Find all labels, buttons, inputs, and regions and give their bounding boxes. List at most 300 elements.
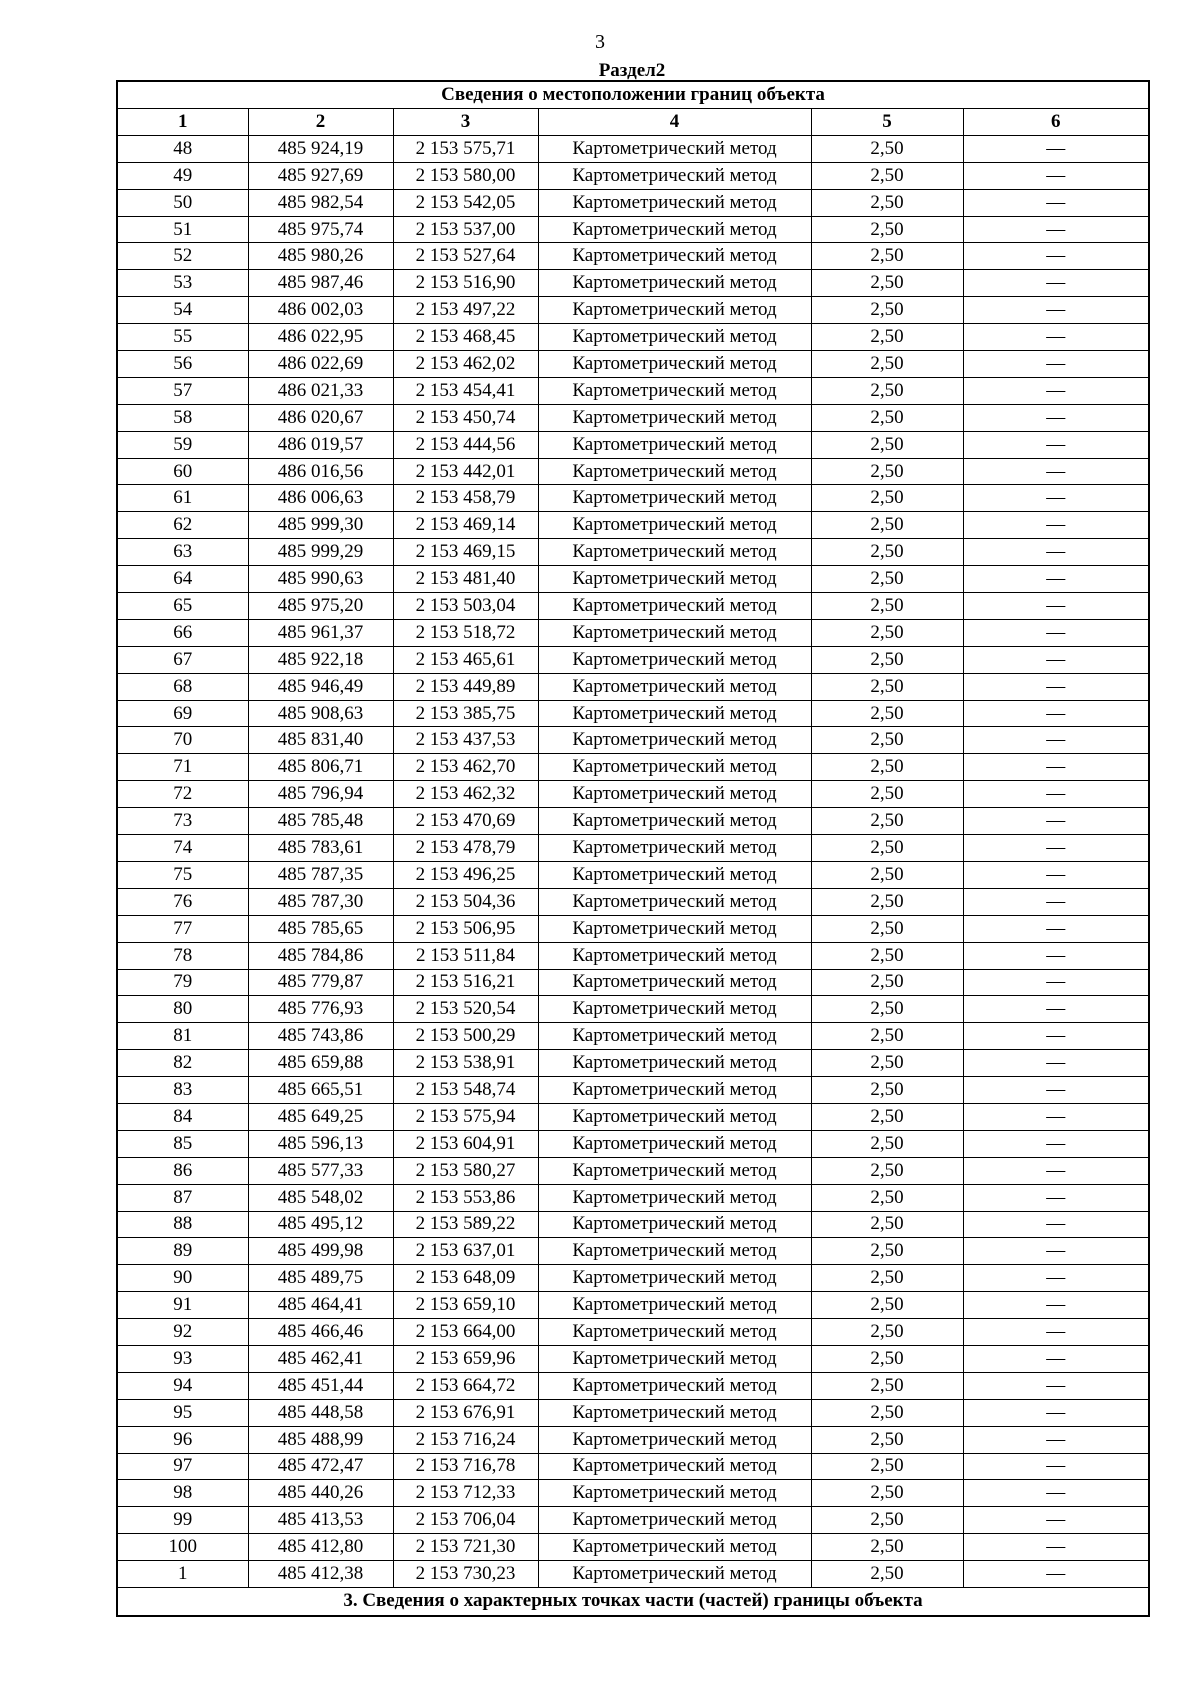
accuracy-cell: 2,50 (811, 512, 963, 539)
accuracy-cell: 2,50 (811, 1480, 963, 1507)
method-cell: Картометрический метод (538, 270, 811, 297)
accuracy-cell: 2,50 (811, 593, 963, 620)
table-row (117, 1319, 1149, 1346)
y-coordinate-cell: 2 153 712,33 (393, 1480, 538, 1507)
table-row (117, 942, 1149, 969)
point-number-cell: 48 (117, 135, 248, 162)
table-body (117, 135, 1149, 1587)
table-row (117, 1211, 1149, 1238)
accuracy-cell: 2,50 (811, 1238, 963, 1265)
x-coordinate-cell: 485 488,99 (248, 1426, 393, 1453)
table-caption: Сведения о местоположении границ объекта (117, 81, 1149, 109)
table-footer: 3. Сведения о характерных точках части (частей) границы объекта (117, 1587, 1149, 1616)
x-coordinate-cell: 486 006,63 (248, 485, 393, 512)
y-coordinate-cell: 2 153 458,79 (393, 485, 538, 512)
method-cell: Картометрический метод (538, 754, 811, 781)
y-coordinate-cell: 2 153 469,15 (393, 539, 538, 566)
x-coordinate-cell: 485 987,46 (248, 270, 393, 297)
description-cell: — (963, 861, 1149, 888)
description-cell: — (963, 1345, 1149, 1372)
method-cell: Картометрический метод (538, 1077, 811, 1104)
method-cell: Картометрический метод (538, 1561, 811, 1588)
description-cell: — (963, 1426, 1149, 1453)
x-coordinate-cell: 485 440,26 (248, 1480, 393, 1507)
table-row (117, 1238, 1149, 1265)
y-coordinate-cell: 2 153 516,21 (393, 969, 538, 996)
point-number-cell: 98 (117, 1480, 248, 1507)
column-header: 3 (393, 109, 538, 136)
y-coordinate-cell: 2 153 385,75 (393, 700, 538, 727)
description-cell: — (963, 458, 1149, 485)
method-cell: Картометрический метод (538, 996, 811, 1023)
method-cell: Картометрический метод (538, 189, 811, 216)
method-cell: Картометрический метод (538, 404, 811, 431)
description-cell: — (963, 377, 1149, 404)
accuracy-cell: 2,50 (811, 539, 963, 566)
x-coordinate-cell: 485 489,75 (248, 1265, 393, 1292)
method-cell: Картометрический метод (538, 1184, 811, 1211)
point-number-cell: 66 (117, 619, 248, 646)
x-coordinate-cell: 485 464,41 (248, 1292, 393, 1319)
x-coordinate-cell: 485 924,19 (248, 135, 393, 162)
x-coordinate-cell: 485 743,86 (248, 1023, 393, 1050)
point-number-cell: 95 (117, 1399, 248, 1426)
table-row (117, 1426, 1149, 1453)
accuracy-cell: 2,50 (811, 351, 963, 378)
accuracy-cell: 2,50 (811, 1319, 963, 1346)
accuracy-cell: 2,50 (811, 1103, 963, 1130)
method-cell: Картометрический метод (538, 1480, 811, 1507)
method-cell: Картометрический метод (538, 1238, 811, 1265)
y-coordinate-cell: 2 153 449,89 (393, 673, 538, 700)
table-row (117, 485, 1149, 512)
y-coordinate-cell: 2 153 721,30 (393, 1534, 538, 1561)
table-row (117, 969, 1149, 996)
y-coordinate-cell: 2 153 503,04 (393, 593, 538, 620)
y-coordinate-cell: 2 153 527,64 (393, 243, 538, 270)
point-number-cell: 1 (117, 1561, 248, 1588)
accuracy-cell: 2,50 (811, 1265, 963, 1292)
y-coordinate-cell: 2 153 676,91 (393, 1399, 538, 1426)
accuracy-cell: 2,50 (811, 135, 963, 162)
x-coordinate-cell: 485 596,13 (248, 1130, 393, 1157)
table-row (117, 1130, 1149, 1157)
x-coordinate-cell: 485 990,63 (248, 566, 393, 593)
description-cell: — (963, 1023, 1149, 1050)
description-cell: — (963, 646, 1149, 673)
description-cell: — (963, 835, 1149, 862)
y-coordinate-cell: 2 153 470,69 (393, 808, 538, 835)
x-coordinate-cell: 485 787,30 (248, 888, 393, 915)
point-number-cell: 100 (117, 1534, 248, 1561)
table-row (117, 1103, 1149, 1130)
y-coordinate-cell: 2 153 468,45 (393, 324, 538, 351)
table-row (117, 1023, 1149, 1050)
y-coordinate-cell: 2 153 462,32 (393, 781, 538, 808)
table-row (117, 888, 1149, 915)
table-row (117, 404, 1149, 431)
x-coordinate-cell: 486 022,95 (248, 324, 393, 351)
x-coordinate-cell: 485 982,54 (248, 189, 393, 216)
description-cell: — (963, 189, 1149, 216)
y-coordinate-cell: 2 153 465,61 (393, 646, 538, 673)
y-coordinate-cell: 2 153 664,00 (393, 1319, 538, 1346)
y-coordinate-cell: 2 153 497,22 (393, 297, 538, 324)
x-coordinate-cell: 485 466,46 (248, 1319, 393, 1346)
x-coordinate-cell: 485 665,51 (248, 1077, 393, 1104)
x-coordinate-cell: 485 785,48 (248, 808, 393, 835)
y-coordinate-cell: 2 153 542,05 (393, 189, 538, 216)
description-cell: — (963, 1453, 1149, 1480)
x-coordinate-cell: 485 462,41 (248, 1345, 393, 1372)
point-number-cell: 87 (117, 1184, 248, 1211)
point-number-cell: 86 (117, 1157, 248, 1184)
x-coordinate-cell: 485 999,29 (248, 539, 393, 566)
table-row (117, 1534, 1149, 1561)
x-coordinate-cell: 485 577,33 (248, 1157, 393, 1184)
accuracy-cell: 2,50 (811, 835, 963, 862)
table-row (117, 458, 1149, 485)
column-header: 5 (811, 109, 963, 136)
method-cell: Картометрический метод (538, 1372, 811, 1399)
point-number-cell: 81 (117, 1023, 248, 1050)
table-row (117, 1453, 1149, 1480)
method-cell: Картометрический метод (538, 1211, 811, 1238)
y-coordinate-cell: 2 153 506,95 (393, 915, 538, 942)
accuracy-cell: 2,50 (811, 1399, 963, 1426)
description-cell: — (963, 1184, 1149, 1211)
x-coordinate-cell: 486 020,67 (248, 404, 393, 431)
description-cell: — (963, 243, 1149, 270)
x-coordinate-cell: 485 980,26 (248, 243, 393, 270)
table-row (117, 1345, 1149, 1372)
boundary-coordinates-table (116, 80, 1150, 1617)
accuracy-cell: 2,50 (811, 297, 963, 324)
accuracy-cell: 2,50 (811, 646, 963, 673)
description-cell: — (963, 781, 1149, 808)
accuracy-cell: 2,50 (811, 673, 963, 700)
accuracy-cell: 2,50 (811, 458, 963, 485)
table-row (117, 835, 1149, 862)
table-row (117, 512, 1149, 539)
method-cell: Картометрический метод (538, 1507, 811, 1534)
point-number-cell: 76 (117, 888, 248, 915)
point-number-cell: 65 (117, 593, 248, 620)
description-cell: — (963, 1561, 1149, 1588)
table-row (117, 1399, 1149, 1426)
method-cell: Картометрический метод (538, 324, 811, 351)
description-cell: — (963, 1292, 1149, 1319)
x-coordinate-cell: 485 787,35 (248, 861, 393, 888)
accuracy-cell: 2,50 (811, 727, 963, 754)
point-number-cell: 79 (117, 969, 248, 996)
table-row (117, 1157, 1149, 1184)
accuracy-cell: 2,50 (811, 1426, 963, 1453)
table-row (117, 593, 1149, 620)
accuracy-cell: 2,50 (811, 431, 963, 458)
point-number-cell: 60 (117, 458, 248, 485)
description-cell: — (963, 996, 1149, 1023)
accuracy-cell: 2,50 (811, 861, 963, 888)
point-number-cell: 99 (117, 1507, 248, 1534)
method-cell: Картометрический метод (538, 1050, 811, 1077)
table-row (117, 243, 1149, 270)
point-number-cell: 50 (117, 189, 248, 216)
table-row (117, 727, 1149, 754)
description-cell: — (963, 1211, 1149, 1238)
description-cell: — (963, 1103, 1149, 1130)
column-header: 6 (963, 109, 1149, 136)
x-coordinate-cell: 485 806,71 (248, 754, 393, 781)
y-coordinate-cell: 2 153 575,94 (393, 1103, 538, 1130)
y-coordinate-cell: 2 153 462,70 (393, 754, 538, 781)
table-row (117, 377, 1149, 404)
method-cell: Картометрический метод (538, 351, 811, 378)
accuracy-cell: 2,50 (811, 942, 963, 969)
x-coordinate-cell: 486 021,33 (248, 377, 393, 404)
description-cell: — (963, 1130, 1149, 1157)
y-coordinate-cell: 2 153 637,01 (393, 1238, 538, 1265)
description-cell: — (963, 808, 1149, 835)
description-cell: — (963, 1077, 1149, 1104)
point-number-cell: 77 (117, 915, 248, 942)
method-cell: Картометрический метод (538, 969, 811, 996)
method-cell: Картометрический метод (538, 1345, 811, 1372)
method-cell: Картометрический метод (538, 512, 811, 539)
x-coordinate-cell: 486 016,56 (248, 458, 393, 485)
y-coordinate-cell: 2 153 442,01 (393, 458, 538, 485)
point-number-cell: 85 (117, 1130, 248, 1157)
description-cell: — (963, 1157, 1149, 1184)
table-row (117, 1480, 1149, 1507)
accuracy-cell: 2,50 (811, 1211, 963, 1238)
y-coordinate-cell: 2 153 496,25 (393, 861, 538, 888)
point-number-cell: 67 (117, 646, 248, 673)
description-cell: — (963, 270, 1149, 297)
method-cell: Картометрический метод (538, 431, 811, 458)
point-number-cell: 89 (117, 1238, 248, 1265)
y-coordinate-cell: 2 153 504,36 (393, 888, 538, 915)
point-number-cell: 59 (117, 431, 248, 458)
y-coordinate-cell: 2 153 437,53 (393, 727, 538, 754)
point-number-cell: 58 (117, 404, 248, 431)
x-coordinate-cell: 485 999,30 (248, 512, 393, 539)
method-cell: Картометрический метод (538, 727, 811, 754)
point-number-cell: 92 (117, 1319, 248, 1346)
method-cell: Картометрический метод (538, 485, 811, 512)
y-coordinate-cell: 2 153 454,41 (393, 377, 538, 404)
description-cell: — (963, 888, 1149, 915)
x-coordinate-cell: 485 946,49 (248, 673, 393, 700)
x-coordinate-cell: 485 783,61 (248, 835, 393, 862)
method-cell: Картометрический метод (538, 942, 811, 969)
description-cell: — (963, 431, 1149, 458)
method-cell: Картометрический метод (538, 566, 811, 593)
accuracy-cell: 2,50 (811, 1292, 963, 1319)
x-coordinate-cell: 485 495,12 (248, 1211, 393, 1238)
description-cell: — (963, 1507, 1149, 1534)
point-number-cell: 90 (117, 1265, 248, 1292)
point-number-cell: 73 (117, 808, 248, 835)
x-coordinate-cell: 485 776,93 (248, 996, 393, 1023)
method-cell: Картометрический метод (538, 808, 811, 835)
table-row (117, 135, 1149, 162)
point-number-cell: 68 (117, 673, 248, 700)
description-cell: — (963, 1319, 1149, 1346)
x-coordinate-cell: 485 922,18 (248, 646, 393, 673)
y-coordinate-cell: 2 153 516,90 (393, 270, 538, 297)
table-row (117, 619, 1149, 646)
description-cell: — (963, 566, 1149, 593)
accuracy-cell: 2,50 (811, 1507, 963, 1534)
y-coordinate-cell: 2 153 730,23 (393, 1561, 538, 1588)
description-cell: — (963, 539, 1149, 566)
x-coordinate-cell: 485 472,47 (248, 1453, 393, 1480)
accuracy-cell: 2,50 (811, 915, 963, 942)
point-number-cell: 53 (117, 270, 248, 297)
point-number-cell: 78 (117, 942, 248, 969)
method-cell: Картометрический метод (538, 1319, 811, 1346)
table-row (117, 915, 1149, 942)
y-coordinate-cell: 2 153 716,24 (393, 1426, 538, 1453)
x-coordinate-cell: 485 659,88 (248, 1050, 393, 1077)
y-coordinate-cell: 2 153 580,27 (393, 1157, 538, 1184)
y-coordinate-cell: 2 153 478,79 (393, 835, 538, 862)
table-row (117, 1292, 1149, 1319)
x-coordinate-cell: 485 961,37 (248, 619, 393, 646)
description-cell: — (963, 754, 1149, 781)
table-row (117, 700, 1149, 727)
table-row (117, 1561, 1149, 1588)
table-row (117, 539, 1149, 566)
y-coordinate-cell: 2 153 648,09 (393, 1265, 538, 1292)
x-coordinate-cell: 485 499,98 (248, 1238, 393, 1265)
point-number-cell: 70 (117, 727, 248, 754)
accuracy-cell: 2,50 (811, 1372, 963, 1399)
y-coordinate-cell: 2 153 462,02 (393, 351, 538, 378)
point-number-cell: 72 (117, 781, 248, 808)
table-row (117, 861, 1149, 888)
table-row (117, 216, 1149, 243)
x-coordinate-cell: 485 412,80 (248, 1534, 393, 1561)
accuracy-cell: 2,50 (811, 1534, 963, 1561)
description-cell: — (963, 1372, 1149, 1399)
accuracy-cell: 2,50 (811, 700, 963, 727)
method-cell: Картометрический метод (538, 1103, 811, 1130)
description-cell: — (963, 1534, 1149, 1561)
table-row (117, 754, 1149, 781)
y-coordinate-cell: 2 153 548,74 (393, 1077, 538, 1104)
point-number-cell: 74 (117, 835, 248, 862)
y-coordinate-cell: 2 153 518,72 (393, 619, 538, 646)
method-cell: Картометрический метод (538, 1130, 811, 1157)
table-row (117, 324, 1149, 351)
x-coordinate-cell: 485 412,38 (248, 1561, 393, 1588)
accuracy-cell: 2,50 (811, 1453, 963, 1480)
description-cell: — (963, 216, 1149, 243)
x-coordinate-cell: 485 649,25 (248, 1103, 393, 1130)
accuracy-cell: 2,50 (811, 189, 963, 216)
method-cell: Картометрический метод (538, 1292, 811, 1319)
accuracy-cell: 2,50 (811, 216, 963, 243)
table-row (117, 189, 1149, 216)
section-title: Раздел2 (598, 60, 666, 81)
table-row (117, 1077, 1149, 1104)
point-number-cell: 71 (117, 754, 248, 781)
method-cell: Картометрический метод (538, 673, 811, 700)
accuracy-cell: 2,50 (811, 1050, 963, 1077)
point-number-cell: 57 (117, 377, 248, 404)
method-cell: Картометрический метод (538, 216, 811, 243)
accuracy-cell: 2,50 (811, 754, 963, 781)
method-cell: Картометрический метод (538, 243, 811, 270)
x-coordinate-cell: 486 022,69 (248, 351, 393, 378)
page-number: 3 (595, 31, 605, 53)
method-cell: Картометрический метод (538, 619, 811, 646)
y-coordinate-cell: 2 153 659,96 (393, 1345, 538, 1372)
description-cell: — (963, 404, 1149, 431)
method-cell: Картометрический метод (538, 458, 811, 485)
y-coordinate-cell: 2 153 520,54 (393, 996, 538, 1023)
description-cell: — (963, 485, 1149, 512)
description-cell: — (963, 1399, 1149, 1426)
point-number-cell: 88 (117, 1211, 248, 1238)
accuracy-cell: 2,50 (811, 404, 963, 431)
y-coordinate-cell: 2 153 604,91 (393, 1130, 538, 1157)
method-cell: Картометрический метод (538, 593, 811, 620)
point-number-cell: 56 (117, 351, 248, 378)
y-coordinate-cell: 2 153 580,00 (393, 162, 538, 189)
table-row (117, 646, 1149, 673)
point-number-cell: 84 (117, 1103, 248, 1130)
table-row (117, 1372, 1149, 1399)
description-cell: — (963, 1480, 1149, 1507)
point-number-cell: 91 (117, 1292, 248, 1319)
description-cell: — (963, 324, 1149, 351)
method-cell: Картометрический метод (538, 646, 811, 673)
method-cell: Картометрический метод (538, 135, 811, 162)
x-coordinate-cell: 485 796,94 (248, 781, 393, 808)
table-row (117, 566, 1149, 593)
description-cell: — (963, 942, 1149, 969)
y-coordinate-cell: 2 153 450,74 (393, 404, 538, 431)
y-coordinate-cell: 2 153 469,14 (393, 512, 538, 539)
description-cell: — (963, 673, 1149, 700)
x-coordinate-cell: 485 927,69 (248, 162, 393, 189)
y-coordinate-cell: 2 153 659,10 (393, 1292, 538, 1319)
y-coordinate-cell: 2 153 706,04 (393, 1507, 538, 1534)
table-row (117, 996, 1149, 1023)
accuracy-cell: 2,50 (811, 619, 963, 646)
method-cell: Картометрический метод (538, 861, 811, 888)
accuracy-cell: 2,50 (811, 162, 963, 189)
description-cell: — (963, 351, 1149, 378)
table-row (117, 1507, 1149, 1534)
method-cell: Картометрический метод (538, 700, 811, 727)
x-coordinate-cell: 485 548,02 (248, 1184, 393, 1211)
x-coordinate-cell: 485 831,40 (248, 727, 393, 754)
y-coordinate-cell: 2 153 537,00 (393, 216, 538, 243)
accuracy-cell: 2,50 (811, 996, 963, 1023)
description-cell: — (963, 1265, 1149, 1292)
y-coordinate-cell: 2 153 481,40 (393, 566, 538, 593)
method-cell: Картометрический метод (538, 1265, 811, 1292)
point-number-cell: 83 (117, 1077, 248, 1104)
y-coordinate-cell: 2 153 444,56 (393, 431, 538, 458)
y-coordinate-cell: 2 153 575,71 (393, 135, 538, 162)
column-header: 4 (538, 109, 811, 136)
description-cell: — (963, 700, 1149, 727)
